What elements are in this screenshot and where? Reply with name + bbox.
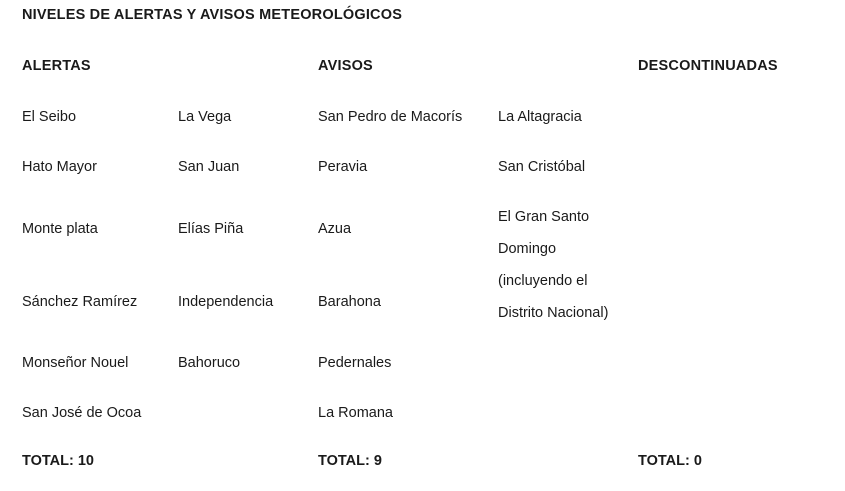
- aviso-item: El Gran Santo Domingo (incluyendo el Distrito Nacional): [498, 209, 609, 321]
- alerta-item: Sánchez Ramírez: [22, 294, 138, 310]
- aviso-item: Azua: [318, 221, 352, 237]
- alerta-item: El Seibo: [22, 109, 77, 125]
- total-alertas: TOTAL: 10: [22, 453, 94, 469]
- aviso-item: La Romana: [318, 405, 393, 421]
- total-avisos: TOTAL: 9: [318, 453, 382, 469]
- header-avisos: AVISOS: [318, 58, 373, 74]
- alerta-item: San José de Ocoa: [22, 405, 142, 421]
- alerta-item: Hato Mayor: [22, 159, 97, 175]
- aviso-item: La Altagracia: [498, 109, 582, 125]
- alerta-item: San Juan: [178, 159, 240, 175]
- alerta-item: Elías Piña: [178, 221, 244, 237]
- page-title: NIVELES DE ALERTAS Y AVISOS METEOROLÓGICOS: [22, 7, 403, 23]
- total-descontinuadas: TOTAL: 0: [638, 453, 702, 469]
- aviso-item: San Cristóbal: [498, 159, 586, 175]
- alerta-item: Bahoruco: [178, 355, 241, 371]
- aviso-item: Pedernales: [318, 355, 392, 371]
- alerta-item: La Vega: [178, 109, 232, 125]
- header-descontinuadas: DESCONTINUADAS: [638, 58, 778, 74]
- alerta-item: Monte plata: [22, 221, 98, 237]
- aviso-item: Barahona: [318, 294, 381, 310]
- alerta-item: Independencia: [178, 294, 274, 310]
- alerta-item: Monseñor Nouel: [22, 355, 129, 371]
- header-alertas: ALERTAS: [22, 58, 91, 74]
- aviso-item: San Pedro de Macorís: [318, 109, 463, 125]
- aviso-item: Peravia: [318, 159, 368, 175]
